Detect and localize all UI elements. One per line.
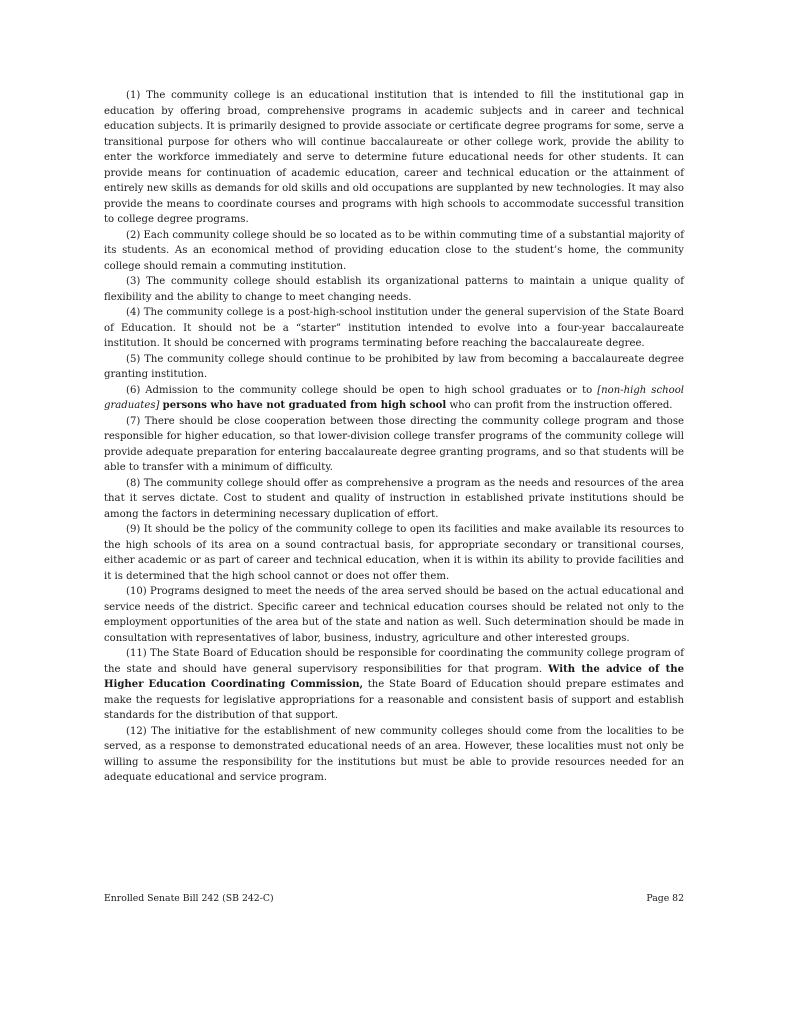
paragraph-6-text-start: (6) Admission to the community college should be open to high school graduates or to bbox=[126, 384, 598, 396]
paragraph-11 bbox=[104, 646, 684, 724]
paragraph-1: (1) The community college is an educational institution that is intended to fill the institutional gap in education by offering broad, comprehensive programs in academic subjects and in career and technical education subjects. It is primarily designed to provide associate or certificate degree programs for some, serve a transitional purpose for others who will continue baccalaureate or other college work, provide the ability to enter the workforce immediately and serve to determine future educational needs for other students. It can provide means for continuation of academic education, career and technical education or the attainment of entirely new skills as demands for old skills and old occupations are supplanted by new technologies. It may also provide the means to coordinate courses and programs with high schools to accommodate successful transition to college degree programs. bbox=[104, 90, 684, 225]
paragraph-6 bbox=[104, 383, 684, 414]
page-footer bbox=[104, 893, 684, 904]
bill-identifier: Enrolled Senate Bill 242 (SB 242-C) bbox=[104, 893, 274, 904]
added-text: persons who have not graduated from high school bbox=[162, 400, 447, 411]
paragraph-8: (8) The community college should offer as comprehensive a program as the needs and resources of the area that it serves dictate. Cost to student and quality of instruction in established private institutions should be among the factors in determining necessary duplication of effort. bbox=[104, 477, 684, 520]
paragraph-9: (9) It should be the policy of the community college to open its facilities and make available its resources to the high schools of its area on a sound contractual basis, for appropriate secondary or transitional courses, either academic or as part of career and technical education, when it is within its ability to provide facilities and it is determined that the high school cannot or does not offer them. bbox=[104, 524, 684, 582]
paragraph-12: (12) The initiative for the establishment of new community colleges should come from the localities to be served, as a response to demonstrated educational needs of an area. However, these localities must not only be willing to assume the responsibility for the institutions but must be able to provide resources needed for an adequate educational and service program. bbox=[104, 725, 684, 783]
deleted-text: [non-high school graduates] bbox=[104, 384, 684, 411]
paragraph-5: (5) The community college should continue to be prohibited by law from becoming a baccalaureate degree granting institution. bbox=[104, 353, 684, 380]
paragraph-4: (4) The community college is a post-high-school institution under the general supervision of the State Board of Education. It should not be a “starter” institution intended to evolve into a four-year baccalaureate institution. It should be concerned with programs terminating before reaching the baccalaureate degree. bbox=[104, 307, 684, 349]
paragraph-10: (10) Programs designed to meet the needs of the area served should be based on the actual educational and service needs of the district. Specific career and technical education courses should be related not only to the employment opportunities of the area but of the state and nation as well. Such determination should be made in consultation with representatives of labor, business, industry, agriculture and other interested groups. bbox=[104, 586, 684, 644]
paragraph-7: (7) There should be close cooperation between those directing the community college program and those responsible for higher education, so that lower-division college transfer programs of the community college will provide adequate preparation for entering baccalaureate degree granting programs, and so that students will be able to transfer with a minimum of difficulty. bbox=[104, 415, 684, 473]
paragraph-3: (3) The community college should establish its organizational patterns to maintain a unique quality of flexibility and the ability to change to meet changing needs. bbox=[104, 276, 684, 303]
added-text: With the advice of the Higher Education Coordinating Commission, bbox=[104, 663, 684, 690]
document-body bbox=[104, 88, 684, 786]
page-number: Page 82 bbox=[646, 893, 684, 904]
paragraph-11-text-end: the State Board of Education should prepare estimates and make the requests for legislative appropriations for a reasonable and consistent basis of support and establish standards for the distribution of that support. bbox=[104, 679, 684, 721]
paragraph-11-text-start: (11) The State Board of Education should be responsible for coordinating the community college program of the state and should have general supervisory responsibilities for that program. bbox=[104, 648, 684, 675]
paragraph-6-text-end: who can profit from the instruction offered. bbox=[446, 400, 673, 411]
paragraph-2: (2) Each community college should be so located as to be within commuting time of a substantial majority of its students. As an economical method of providing education close to the student’s home, the community college should remain a commuting institution. bbox=[104, 229, 684, 272]
